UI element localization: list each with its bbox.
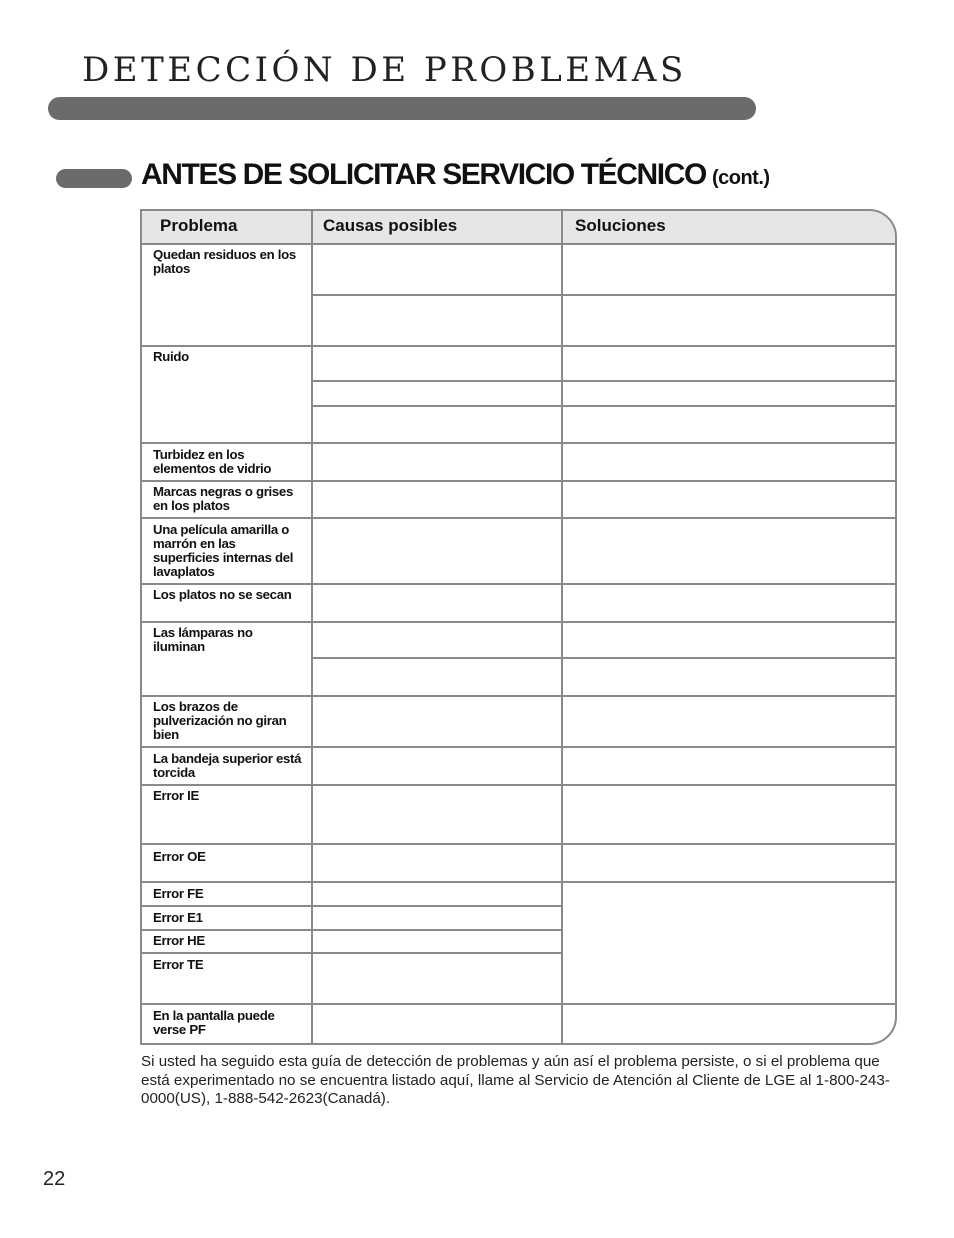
section-title xyxy=(141,158,770,192)
header-causas: Causas posibles xyxy=(323,216,458,235)
row-divider xyxy=(142,621,895,623)
problem-error-fe: Error FE xyxy=(153,886,204,901)
row-divider xyxy=(142,583,895,585)
problem-marcas: Marcas negras o grises en los platos xyxy=(153,484,294,513)
section-title-text: ANTES DE SOLICITAR SERVICIO TÉCNICO xyxy=(141,158,706,191)
subrow-divider xyxy=(311,380,897,382)
row-divider xyxy=(142,1003,895,1005)
subrow-divider xyxy=(311,405,897,407)
problem-ruido: Ruido xyxy=(153,349,189,364)
subrow-divider xyxy=(311,294,897,296)
column-divider xyxy=(311,211,313,1043)
row-divider xyxy=(142,345,895,347)
row-divider xyxy=(142,442,895,444)
section-marker-pill xyxy=(56,169,132,188)
subrow-divider xyxy=(142,929,562,931)
row-divider xyxy=(142,746,895,748)
subrow-divider xyxy=(311,657,897,659)
problem-error-he: Error HE xyxy=(153,933,205,948)
troubleshooting-table xyxy=(140,209,897,1045)
problem-lamparas: Las lámparas no iluminan xyxy=(153,625,253,654)
header-problema: Problema xyxy=(160,216,238,235)
subrow-divider xyxy=(142,952,562,954)
problem-pantalla-pf: En la pantalla puede verse PF xyxy=(153,1008,275,1037)
row-divider xyxy=(142,843,895,845)
page-title: DETECCIÓN DE PROBLEMAS xyxy=(82,50,687,90)
problem-error-ie: Error IE xyxy=(153,788,199,803)
problem-pelicula: Una película amarilla o marrón en las superficies internas del lavaplatos xyxy=(153,522,294,579)
row-divider xyxy=(142,881,895,883)
row-divider xyxy=(142,480,895,482)
header-soluciones: Soluciones xyxy=(575,216,666,235)
row-divider xyxy=(142,784,895,786)
problem-error-e1: Error E1 xyxy=(153,910,203,925)
footnote: Si usted ha seguido esta guía de detección de problemas y aún así el problema persiste, o si el problema que está experimentado no se encuentra listado aquí, llame al Servicio de Atención al Cliente de LGE al 1-800-243-0000(US), 1-888-542-2623(Canadá). xyxy=(141,1053,890,1107)
column-divider xyxy=(561,211,563,1043)
row-divider xyxy=(142,695,895,697)
problem-error-te: Error TE xyxy=(153,957,204,972)
table-header-row xyxy=(142,211,895,245)
problem-no-secan: Los platos no se secan xyxy=(153,587,292,602)
section-title-suffix: (cont.) xyxy=(711,167,770,189)
problem-brazos: Los brazos de pulverización no giran bien xyxy=(153,699,287,742)
problem-bandeja: La bandeja superior está torcida xyxy=(153,751,302,780)
page-number: 22 xyxy=(43,1168,66,1190)
subrow-divider xyxy=(142,905,562,907)
problem-residuos: Quedan residuos en los platos xyxy=(153,247,296,276)
row-divider xyxy=(142,517,895,519)
problem-turbidez: Turbidez en los elementos de vidrio xyxy=(153,447,272,476)
problem-error-oe: Error OE xyxy=(153,849,206,864)
title-underline-bar xyxy=(48,97,756,120)
